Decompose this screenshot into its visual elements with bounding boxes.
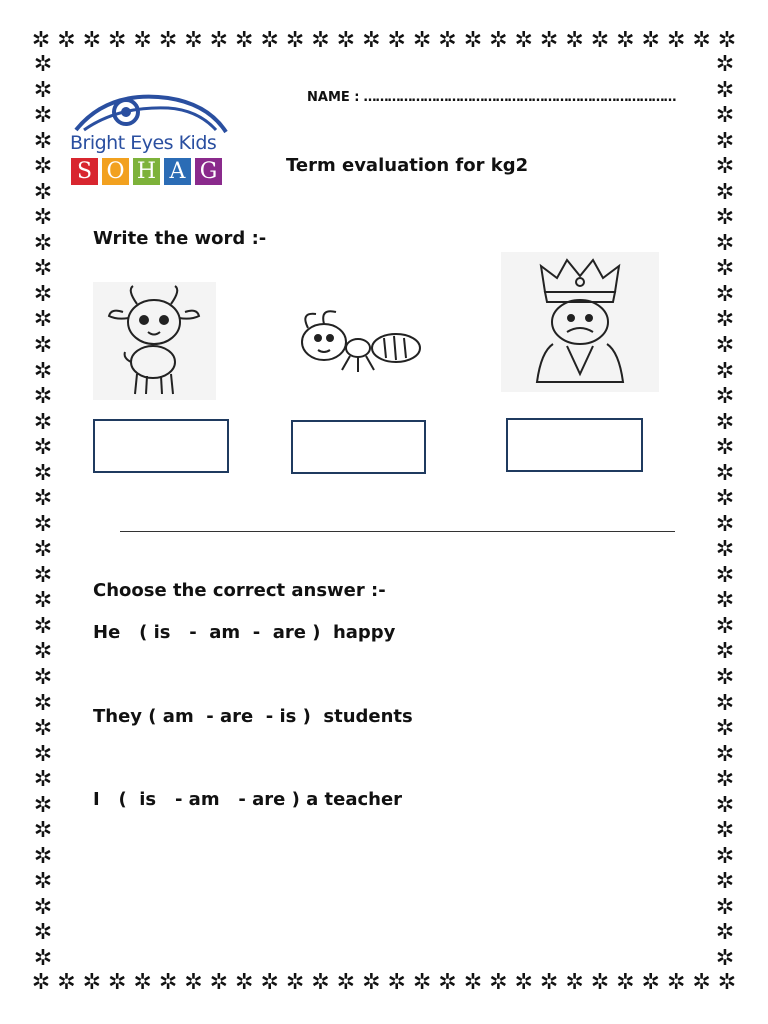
border-star-icon: ✲ bbox=[362, 28, 381, 53]
border-star-icon: ✲ bbox=[33, 256, 53, 282]
border-star-icon: ✲ bbox=[33, 128, 53, 154]
border-star-icon: ✲ bbox=[33, 869, 53, 895]
border-star-icon: ✲ bbox=[209, 970, 229, 995]
answer-box-goat[interactable] bbox=[93, 419, 229, 473]
border-star-icon: ✲ bbox=[715, 869, 735, 895]
border-star-icon: ✲ bbox=[565, 28, 584, 53]
border-star-icon: ✲ bbox=[33, 741, 53, 767]
border-star-icon: ✲ bbox=[641, 970, 660, 995]
border-star-icon: ✲ bbox=[311, 970, 330, 995]
border-star-icon: ✲ bbox=[715, 767, 735, 793]
border-star-icon: ✲ bbox=[33, 358, 53, 384]
border-star-icon: ✲ bbox=[715, 613, 735, 639]
border-bottom bbox=[30, 970, 738, 996]
border-star-icon: ✲ bbox=[33, 179, 53, 205]
border-star-icon: ✲ bbox=[336, 970, 356, 995]
border-star-icon: ✲ bbox=[158, 28, 178, 53]
border-star-icon: ✲ bbox=[514, 970, 533, 995]
border-star-icon: ✲ bbox=[692, 970, 711, 995]
border-star-icon: ✲ bbox=[57, 28, 76, 53]
border-star-icon: ✲ bbox=[715, 665, 735, 691]
border-star-icon: ✲ bbox=[33, 384, 53, 410]
border-star-icon: ✲ bbox=[463, 28, 483, 53]
border-star-icon: ✲ bbox=[715, 920, 735, 946]
border-star-icon: ✲ bbox=[715, 307, 735, 333]
border-star-icon: ✲ bbox=[108, 970, 127, 995]
border-star-icon: ✲ bbox=[260, 28, 279, 53]
border-star-icon: ✲ bbox=[82, 28, 102, 53]
king-picture bbox=[501, 252, 659, 392]
border-star-icon: ✲ bbox=[285, 970, 305, 995]
border-star-icon: ✲ bbox=[387, 970, 406, 995]
border-star-icon: ✲ bbox=[235, 28, 254, 53]
logo-letter: G bbox=[195, 158, 222, 185]
border-star-icon: ✲ bbox=[715, 179, 735, 205]
goat-picture bbox=[93, 282, 216, 400]
border-star-icon: ✲ bbox=[412, 28, 432, 53]
name-label: NAME : bbox=[307, 90, 360, 105]
border-star-icon: ✲ bbox=[616, 970, 635, 995]
page-title: Term evaluation for kg2 bbox=[286, 155, 529, 176]
logo-letter: S bbox=[71, 158, 98, 185]
border-star-icon: ✲ bbox=[33, 588, 53, 614]
border-star-icon: ✲ bbox=[438, 970, 457, 995]
border-star-icon: ✲ bbox=[33, 920, 53, 946]
border-star-icon: ✲ bbox=[33, 894, 53, 920]
border-star-icon: ✲ bbox=[31, 28, 51, 53]
border-star-icon: ✲ bbox=[715, 792, 735, 818]
border-star-icon: ✲ bbox=[412, 970, 432, 995]
border-star-icon: ✲ bbox=[33, 435, 53, 461]
border-star-icon: ✲ bbox=[715, 588, 735, 614]
border-star-icon: ✲ bbox=[715, 537, 735, 563]
border-star-icon: ✲ bbox=[590, 970, 610, 995]
border-star-icon: ✲ bbox=[33, 792, 53, 818]
border-star-icon: ✲ bbox=[489, 970, 508, 995]
border-star-icon: ✲ bbox=[715, 486, 735, 512]
border-star-icon: ✲ bbox=[33, 486, 53, 512]
border-star-icon: ✲ bbox=[715, 639, 735, 665]
border-star-icon: ✲ bbox=[31, 970, 51, 995]
section-divider bbox=[120, 531, 675, 532]
border-left bbox=[30, 54, 56, 970]
border-star-icon: ✲ bbox=[438, 28, 457, 53]
section-choose-heading: Choose the correct answer :- bbox=[93, 580, 386, 601]
border-star-icon: ✲ bbox=[715, 460, 735, 486]
border-star-icon: ✲ bbox=[33, 103, 53, 129]
border-star-icon: ✲ bbox=[336, 28, 356, 53]
question-1[interactable]: He ( is - am - are ) happy bbox=[93, 622, 396, 643]
border-star-icon: ✲ bbox=[33, 332, 53, 358]
border-star-icon: ✲ bbox=[715, 894, 735, 920]
border-star-icon: ✲ bbox=[715, 818, 735, 844]
border-star-icon: ✲ bbox=[715, 384, 735, 410]
border-star-icon: ✲ bbox=[133, 28, 152, 53]
border-star-icon: ✲ bbox=[565, 970, 584, 995]
border-star-icon: ✲ bbox=[33, 767, 53, 793]
border-star-icon: ✲ bbox=[158, 970, 178, 995]
border-star-icon: ✲ bbox=[235, 970, 254, 995]
goat-icon bbox=[93, 282, 216, 400]
border-star-icon: ✲ bbox=[82, 970, 102, 995]
border-star-icon: ✲ bbox=[33, 690, 53, 716]
border-top bbox=[30, 28, 738, 54]
logo-letter: A bbox=[164, 158, 191, 185]
school-logo bbox=[68, 90, 228, 190]
border-star-icon: ✲ bbox=[311, 28, 330, 53]
border-star-icon: ✲ bbox=[33, 946, 53, 971]
border-star-icon: ✲ bbox=[539, 970, 559, 995]
border-star-icon: ✲ bbox=[33, 154, 53, 180]
border-star-icon: ✲ bbox=[33, 818, 53, 844]
logo-letter: H bbox=[133, 158, 160, 185]
logo-letter: O bbox=[102, 158, 129, 185]
eye-logo-icon bbox=[68, 90, 228, 134]
border-star-icon: ✲ bbox=[387, 28, 406, 53]
border-star-icon: ✲ bbox=[715, 946, 735, 971]
border-star-icon: ✲ bbox=[641, 28, 660, 53]
name-field[interactable] bbox=[307, 90, 675, 105]
border-star-icon: ✲ bbox=[285, 28, 305, 53]
border-star-icon: ✲ bbox=[33, 716, 53, 742]
border-star-icon: ✲ bbox=[715, 409, 735, 435]
question-2[interactable]: They ( am - are - is ) students bbox=[93, 706, 413, 727]
border-star-icon: ✲ bbox=[33, 537, 53, 563]
border-right bbox=[712, 54, 738, 970]
border-star-icon: ✲ bbox=[33, 307, 53, 333]
border-star-icon: ✲ bbox=[362, 970, 381, 995]
border-star-icon: ✲ bbox=[33, 409, 53, 435]
border-star-icon: ✲ bbox=[715, 281, 735, 307]
logo-title: Bright Eyes Kids bbox=[70, 132, 217, 154]
border-star-icon: ✲ bbox=[57, 970, 76, 995]
border-star-icon: ✲ bbox=[539, 28, 559, 53]
border-star-icon: ✲ bbox=[715, 256, 735, 282]
question-3[interactable]: I ( is - am - are ) a teacher bbox=[93, 789, 403, 810]
king-icon bbox=[501, 252, 659, 392]
border-star-icon: ✲ bbox=[616, 28, 635, 53]
section-write-heading: Write the word :- bbox=[93, 228, 267, 249]
answer-box-ant[interactable] bbox=[291, 420, 426, 474]
border-star-icon: ✲ bbox=[514, 28, 533, 53]
border-star-icon: ✲ bbox=[33, 562, 53, 588]
border-star-icon: ✲ bbox=[260, 970, 279, 995]
border-star-icon: ✲ bbox=[715, 741, 735, 767]
border-star-icon: ✲ bbox=[666, 28, 686, 53]
ant-icon bbox=[290, 272, 425, 410]
border-star-icon: ✲ bbox=[33, 843, 53, 869]
border-star-icon: ✲ bbox=[715, 716, 735, 742]
answer-box-king[interactable] bbox=[506, 418, 643, 472]
border-star-icon: ✲ bbox=[133, 970, 152, 995]
border-star-icon: ✲ bbox=[463, 970, 483, 995]
border-star-icon: ✲ bbox=[33, 665, 53, 691]
border-star-icon: ✲ bbox=[715, 103, 735, 129]
border-star-icon: ✲ bbox=[33, 639, 53, 665]
name-dots: …………………………………………………………………… bbox=[363, 90, 676, 105]
border-star-icon: ✲ bbox=[715, 52, 735, 77]
border-star-icon: ✲ bbox=[715, 230, 735, 256]
border-star-icon: ✲ bbox=[715, 562, 735, 588]
border-star-icon: ✲ bbox=[33, 613, 53, 639]
border-star-icon: ✲ bbox=[715, 511, 735, 537]
border-star-icon: ✲ bbox=[715, 154, 735, 180]
border-star-icon: ✲ bbox=[715, 843, 735, 869]
border-star-icon: ✲ bbox=[715, 332, 735, 358]
border-star-icon: ✲ bbox=[715, 205, 735, 231]
border-star-icon: ✲ bbox=[33, 281, 53, 307]
border-star-icon: ✲ bbox=[209, 28, 229, 53]
ant-picture bbox=[290, 272, 425, 410]
border-star-icon: ✲ bbox=[715, 358, 735, 384]
border-star-icon: ✲ bbox=[33, 230, 53, 256]
border-star-icon: ✲ bbox=[33, 460, 53, 486]
border-star-icon: ✲ bbox=[715, 435, 735, 461]
border-star-icon: ✲ bbox=[666, 970, 686, 995]
border-star-icon: ✲ bbox=[184, 970, 203, 995]
border-star-icon: ✲ bbox=[33, 52, 53, 77]
border-star-icon: ✲ bbox=[717, 28, 737, 53]
border-star-icon: ✲ bbox=[33, 511, 53, 537]
border-star-icon: ✲ bbox=[715, 77, 735, 103]
border-star-icon: ✲ bbox=[33, 205, 53, 231]
border-star-icon: ✲ bbox=[33, 77, 53, 103]
border-star-icon: ✲ bbox=[717, 970, 737, 995]
border-star-icon: ✲ bbox=[715, 690, 735, 716]
border-star-icon: ✲ bbox=[715, 128, 735, 154]
logo-sohag-letters bbox=[71, 158, 222, 185]
border-star-icon: ✲ bbox=[590, 28, 610, 53]
border-star-icon: ✲ bbox=[108, 28, 127, 53]
border-star-icon: ✲ bbox=[184, 28, 203, 53]
border-star-icon: ✲ bbox=[692, 28, 711, 53]
border-star-icon: ✲ bbox=[489, 28, 508, 53]
